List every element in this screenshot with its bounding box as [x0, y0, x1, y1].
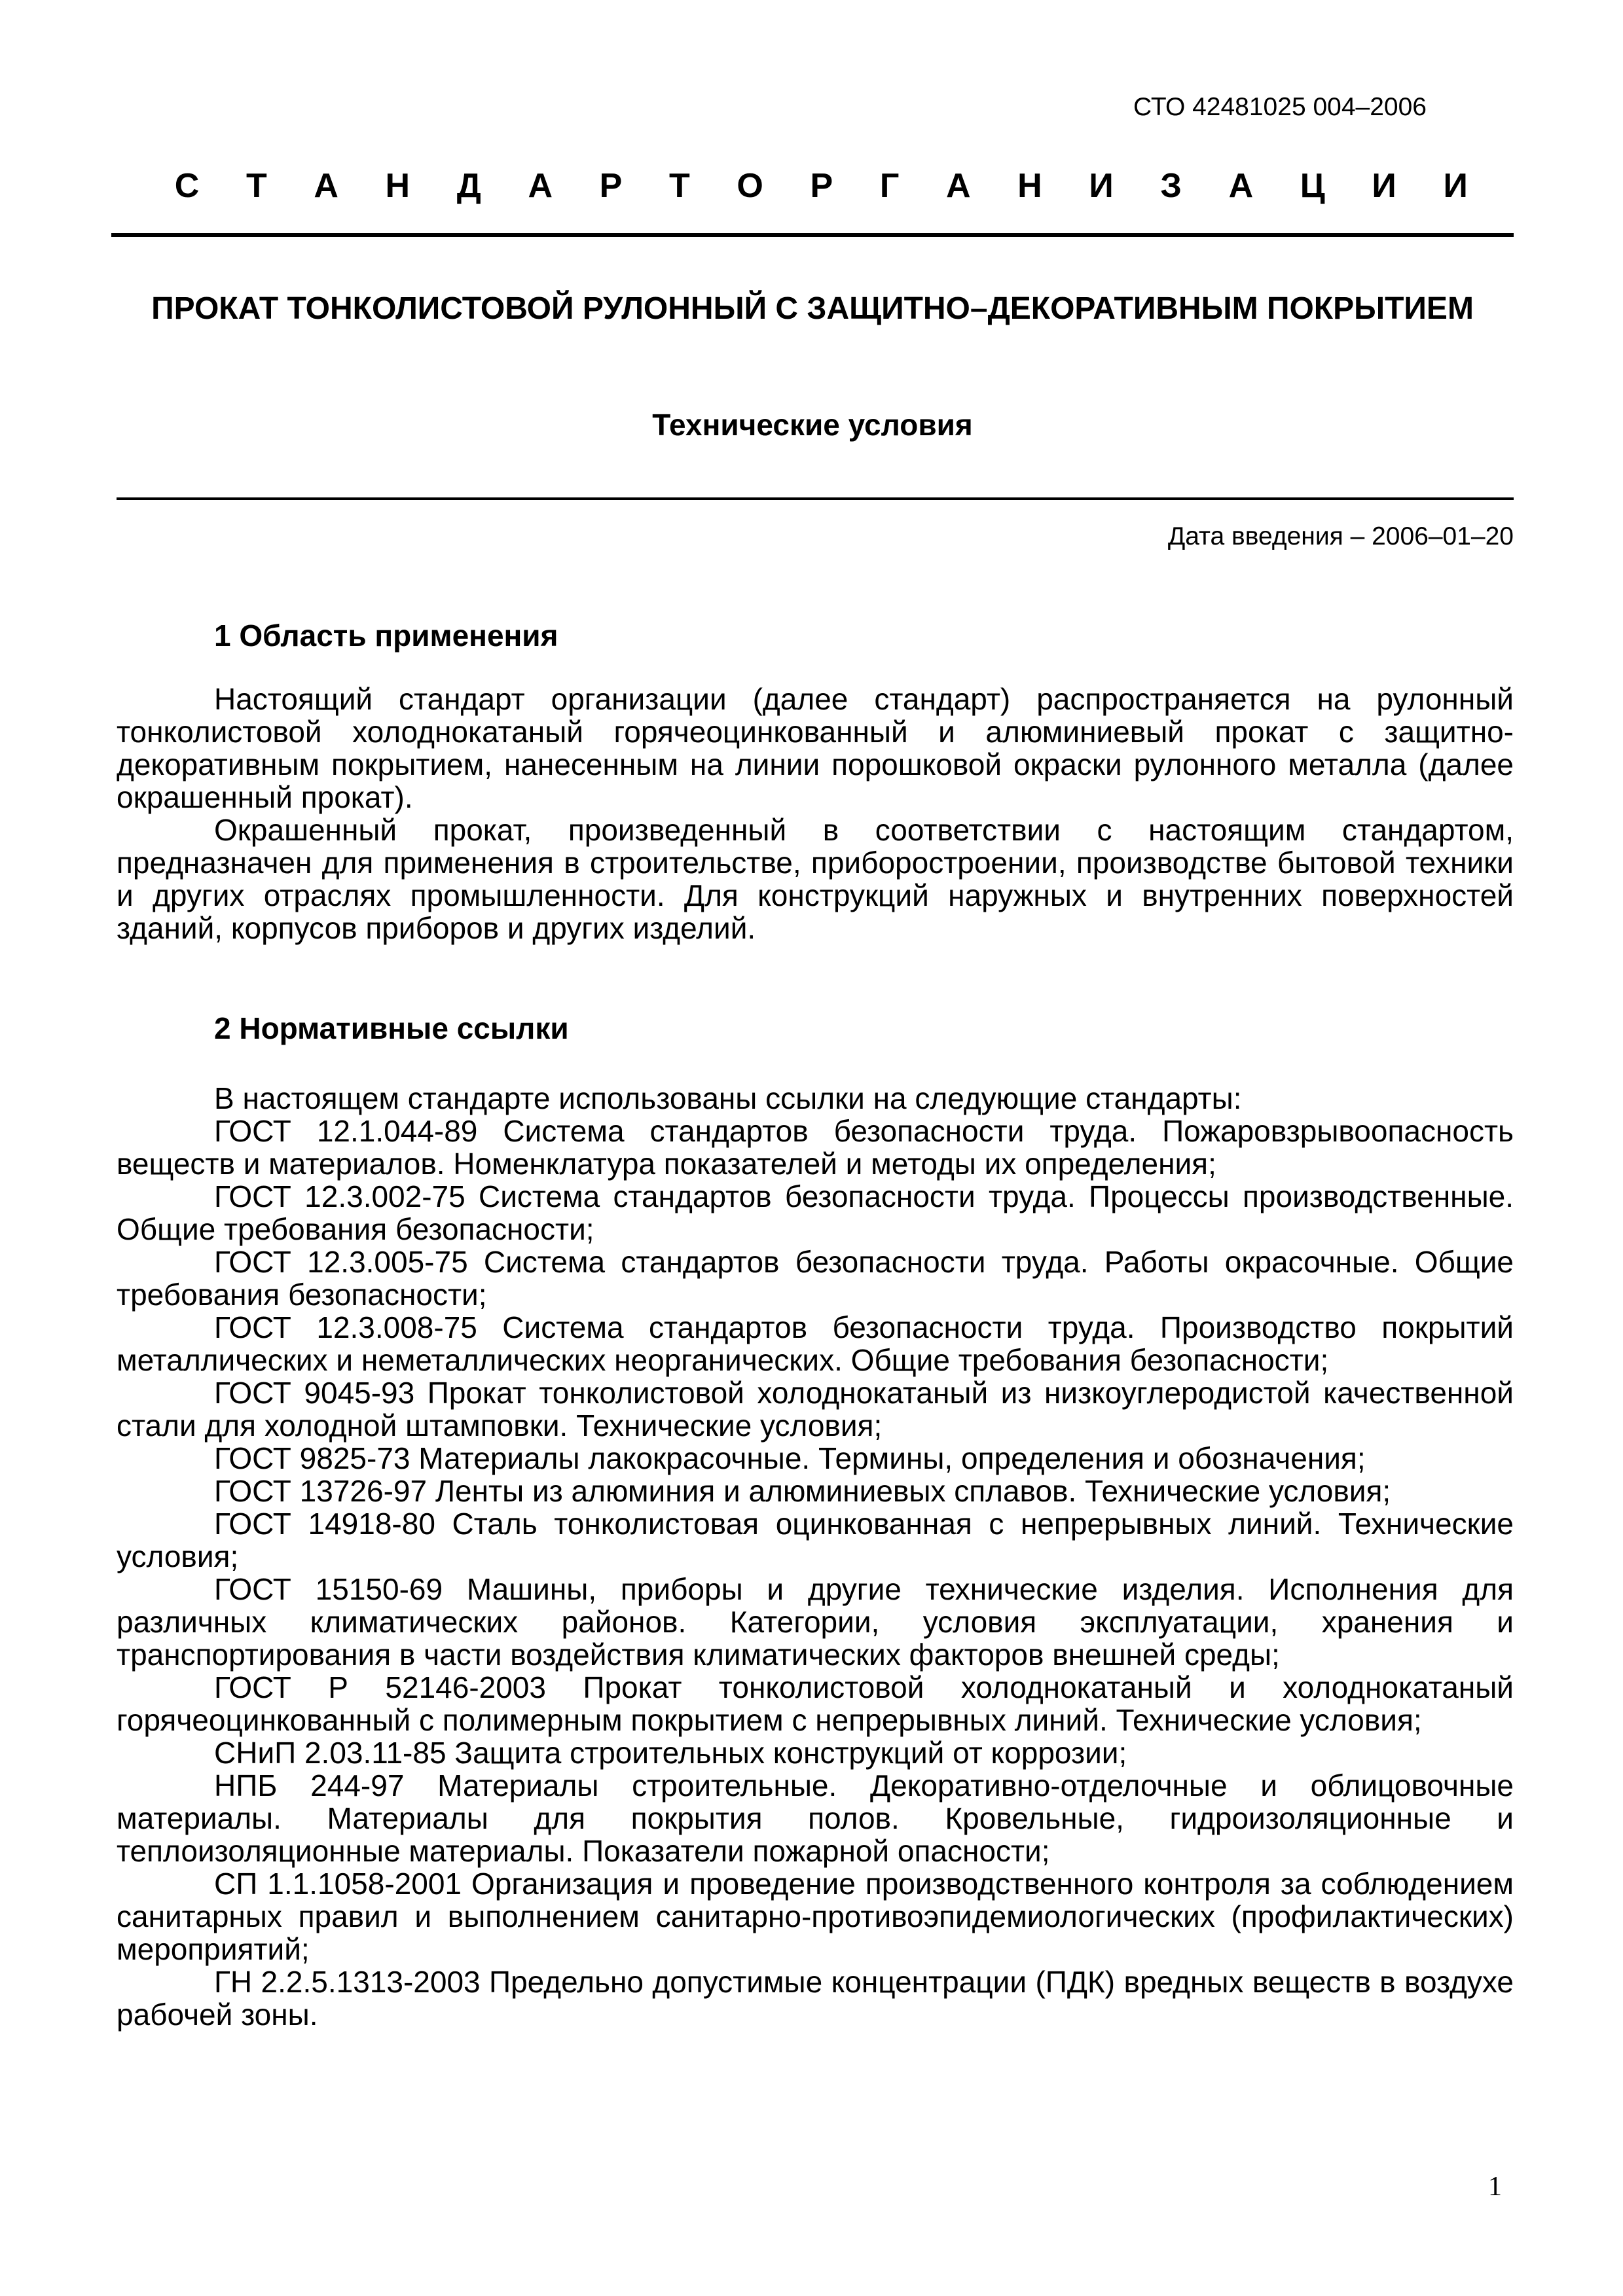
section-heading-references: 2 Нормативные ссылки	[214, 1011, 569, 1045]
document-code: СТО 42481025 004–2006	[1133, 93, 1427, 121]
paragraph: Настоящий стандарт организации (далее стандарт) распространяется на рулонный тонколистовой холоднокатаный горячеоцинкованный и алюминиевый прокат с защитно-декоративным покрытием, нанесенным на линии порошковой окраски рулонного металла (далее окрашенный прокат).	[117, 682, 1514, 814]
reference-item: ГОСТ 12.1.044-89 Система стандартов безопасности труда. Пожаровзрывоопасность веществ и материалов. Номенклатура показателей и методы их определения;	[117, 1114, 1514, 1181]
reference-item: СНиП 2.03.11-85 Защита строительных конструкций от коррозии;	[214, 1736, 1127, 1770]
introduction-date: Дата введения – 2006–01–20	[1167, 522, 1514, 550]
paragraph: В настоящем стандарте использованы ссылки на следующие стандарты:	[214, 1081, 1242, 1115]
reference-item: ГОСТ 9045-93 Прокат тонколистовой холоднокатаный из низкоуглеродистой качественной стали для холодной штамповки. Технические условия;	[117, 1376, 1514, 1443]
document-title: ПРОКАТ ТОНКОЛИСТОВОЙ РУЛОННЫЙ С ЗАЩИТНО–ДЕКОРАТИВНЫМ ПОКРЫТИЕМ	[151, 291, 1474, 326]
document-subtitle: Технические условия	[652, 408, 973, 442]
reference-item: ГОСТ Р 52146-2003 Прокат тонколистовой холоднокатаный и холоднокатаный горячеоцинкованный с полимерным покрытием с непрерывных линий. Технические условия;	[117, 1670, 1514, 1737]
reference-item: ГОСТ 15150-69 Машины, приборы и другие технические изделия. Исполнения для различных климатических районов. Категории, условия эксплуатации, хранения и транспортирования в части воздействия климатических факторов внешней среды;	[117, 1572, 1514, 1672]
reference-item: ГОСТ 12.3.008-75 Система стандартов безопасности труда. Производство покрытий металлических и неметаллических неорганических. Общие требования безопасности;	[117, 1310, 1514, 1377]
reference-item: ГОСТ 12.3.005-75 Система стандартов безопасности труда. Работы окрасочные. Общие требования безопасности;	[117, 1245, 1514, 1312]
reference-item: ГН 2.2.5.1313-2003 Предельно допустимые концентрации (ПДК) вредных веществ в воздухе рабочей зоны.	[117, 1965, 1514, 2032]
reference-item: ГОСТ 14918-80 Сталь тонколистовая оцинкованная с непрерывных линий. Технические условия;	[117, 1507, 1514, 1573]
top-divider	[111, 233, 1514, 237]
section-heading-scope: 1 Область применения	[214, 619, 558, 653]
organization-standard-title: С Т А Н Д А Р Т О Р Г А Н И З А Ц И И	[174, 167, 1487, 205]
section-body-scope	[117, 683, 1514, 944]
reference-item: НПБ 244-97 Материалы строительные. Декоративно-отделочные и облицовочные материалы. Материалы для покрытия полов. Кровельные, гидроизоляционные и теплоизоляционные материалы. Показатели пожарной опасности;	[117, 1768, 1514, 1868]
title-divider	[117, 497, 1514, 500]
reference-item: ГОСТ 12.3.002-75 Система стандартов безопасности труда. Процессы производственные. Общие требования безопасности;	[117, 1179, 1514, 1246]
section-body-references	[117, 1082, 1514, 2031]
paragraph: Окрашенный прокат, произведенный в соответствии с настоящим стандартом, предназначен для применения в строительстве, приборостроении, производстве бытовой техники и других отраслях промышленности. Для конструкций наружных и внутренних поверхностей зданий, корпусов приборов и других изделий.	[117, 813, 1514, 945]
reference-item: ГОСТ 13726-97 Ленты из алюминия и алюминиевых сплавов. Технические условия;	[214, 1474, 1391, 1508]
page-number: 1	[1488, 2172, 1502, 2202]
reference-item: СП 1.1.1058-2001 Организация и проведение производственного контроля за соблюдением санитарных правил и выполнением санитарно-противоэпидемиологических (профилактических) мероприятий;	[117, 1867, 1514, 1966]
reference-item: ГОСТ 9825-73 Материалы лакокрасочные. Термины, определения и обозначения;	[214, 1441, 1366, 1475]
